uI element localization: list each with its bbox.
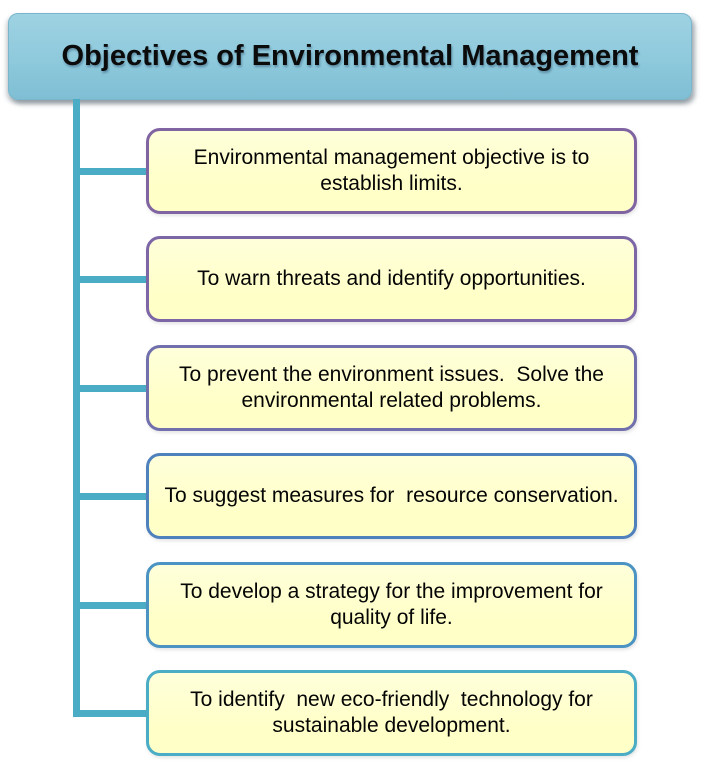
- connector-line: [73, 602, 147, 609]
- objective-box: [146, 670, 637, 756]
- objective-text: To warn threats and identify opportunities.: [197, 266, 586, 290]
- objective-text: To suggest measures for resource conservation.: [164, 483, 619, 507]
- objective-box: [146, 345, 637, 431]
- objective-box: [146, 562, 637, 648]
- diagram-title: Objectives of Environmental Management: [61, 40, 639, 72]
- objective-box: [146, 236, 637, 322]
- objective-row: [73, 453, 637, 539]
- objective-row: [73, 562, 637, 648]
- connector-line: [73, 276, 147, 283]
- objective-text: To prevent the environment issues. Solve the environmental related problems.: [179, 362, 616, 412]
- connector-line: [73, 168, 147, 175]
- objective-box: [146, 128, 637, 214]
- objective-text: Environmental management objective is to establish limits.: [193, 145, 596, 195]
- objective-box: [146, 453, 637, 539]
- objective-row: [73, 670, 637, 756]
- objective-text: To identify new eco-friendly technology for sustainable development.: [190, 687, 599, 737]
- connector-line: [73, 710, 147, 717]
- objective-row: [73, 128, 637, 214]
- objective-row: [73, 236, 637, 322]
- connector-line: [73, 385, 147, 392]
- connector-line: [73, 493, 147, 500]
- title-box: [8, 13, 692, 100]
- objective-row: [73, 345, 637, 431]
- objective-text: To develop a strategy for the improvement for quality of life.: [180, 579, 609, 629]
